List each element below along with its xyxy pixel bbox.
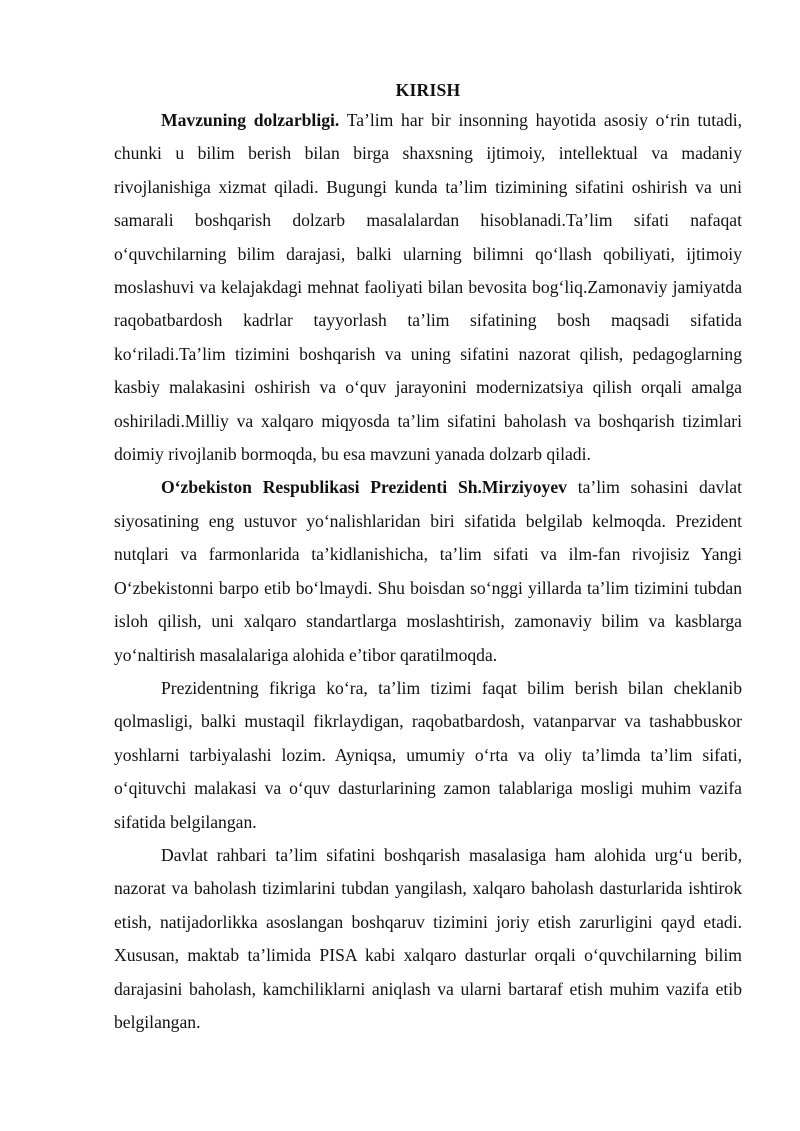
- paragraph-lead: Mavzuning dolzarbligi.: [161, 110, 340, 130]
- paragraph-text: ta’lim sohasini davlat siyosatining eng ustuvor yo‘nalishlaridan biri sifatida belgilab kelmoqda. Prezident nutqlari va farmonlarida ta’kidlanishicha, ta’lim sifati va ilm-fan rivojisiz Yangi O‘zbekistonni barpo etib bo‘lmaydi. Shu boisdan so‘nggi yillarda ta’lim tizimini tubdan isloh qilish, uni xalqaro standartlarga moslashtirish, zamonaviy bilim va kasblarga yo‘naltirish masalalariga alohida e’tibor qaratilmoqda.: [114, 477, 742, 665]
- paragraph-text: Ta’lim har bir insonning hayotida asosiy o‘rin tutadi, chunki u bilim berish bilan birga shaxsning ijtimoiy, intellektual va madaniy rivojlanishiga xizmat qiladi. Bugungi kunda ta’lim tizimining sifatini oshirish va uni samarali boshqarish dolzarb masalalardan hisoblanadi.Ta’lim sifati nafaqat o‘quvchilarning bilim darajasi, balki ularning bilimni qo‘llash qobiliyati, ijtimoiy moslashuvi va kelajakdagi mehnat faoliyati bilan bevosita bog‘liq.Zamonaviy jamiyatda raqobatbardosh kadrlar tayyorlash ta’lim sifatining bosh maqsadi sifatida ko‘riladi.Ta’lim tizimini boshqarish va uning sifatini nazorat qilish, pedagoglarning kasbiy malakasini oshirish va o‘quv jarayonini modernizatsiya qilish orqali amalga oshiriladi.Milliy va xalqaro miqyosda ta’lim sifatini baholash va boshqarish tizimlari doimiy rivojlanib bormoqda, bu esa mavzuni yanada dolzarb qiladi.: [114, 110, 742, 465]
- paragraph-president: [114, 471, 742, 671]
- paragraph-text: Davlat rahbari ta’lim sifatini boshqarish masalasiga ham alohida urg‘u berib, nazorat va baholash tizimlarini tubdan yangilash, xalqaro baholash dasturlarida ishtirok etish, natijadorlikka asoslangan boshqaruv tizimini joriy etish zarurligini qayd etadi. Xususan, maktab ta’limida PISA kabi xalqaro dasturlar orqali o‘quvchilarning bilim darajasini baholash, kamchiliklarni aniqlash va ularni bartaraf etish muhim vazifa etib belgilangan.: [114, 844, 742, 1032]
- paragraph-president-opinion: [114, 672, 742, 839]
- page-title: KIRISH: [395, 80, 461, 100]
- paragraph-text: Prezidentning fikriga ko‘ra, ta’lim tizimi faqat bilim berish bilan cheklanib qolmasligi, balki mustaqil fikrlaydigan, raqobatbardosh, vatanparvar va tashabbuskor yoshlarni tarbiyalashi lozim. Ayniqsa, umumiy o‘rta va oliy ta’limda ta’lim sifati, o‘qituvchi malakasi va o‘quv dasturlarining zamon talablariga mosligi muhim vazifa sifatida belgilangan.: [114, 677, 742, 832]
- paragraph-quality-management: [114, 839, 742, 1039]
- paragraph-relevance: [114, 104, 742, 471]
- paragraph-lead: O‘zbekiston Respublikasi Prezidenti Sh.Mirziyoyev: [161, 477, 567, 498]
- document-page: [114, 76, 742, 1039]
